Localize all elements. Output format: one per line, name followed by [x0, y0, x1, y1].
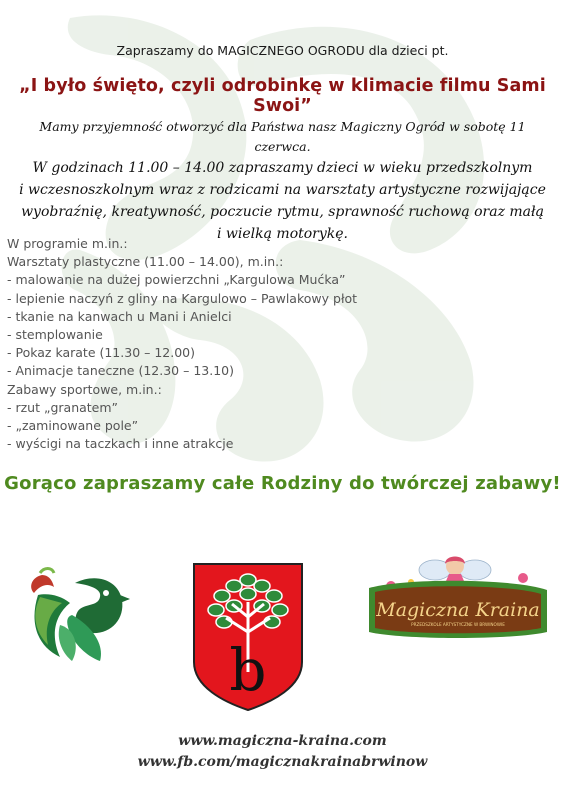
event-description	[10, 117, 555, 245]
program-item: - malowanie na dużej powierzchni „Kargulowa Mućka”	[7, 272, 346, 288]
crest-letter: b	[229, 636, 267, 704]
garden-bird-logo	[20, 565, 130, 665]
program-item: - Animacje taneczne (12.30 – 13.10)	[7, 363, 234, 379]
footer-links	[0, 731, 565, 773]
magiczna-kraina-logo	[363, 548, 551, 646]
program-item: Warsztaty plastyczne (11.00 – 14.00), m.in.:	[7, 254, 284, 270]
program-list	[7, 235, 427, 453]
program-item: - lepienie naczyń z gliny na Kargulowo – Pawlakowy płot	[7, 290, 358, 306]
program-item: - wyścigi na taczkach i inne atrakcje	[7, 436, 234, 452]
brwinow-coat-of-arms	[192, 562, 304, 712]
program-heading: W programie m.in.:	[7, 236, 128, 251]
program-item: - stemplowanie	[7, 327, 103, 343]
program-item: Zabawy sportowe, m.in.:	[7, 381, 162, 397]
facebook-link[interactable]: www.fb.com/magicznakrainabrwinow	[137, 754, 428, 770]
event-title: „I było święto, czyli odrobinkę w klimacie filmu Sami Swoi”	[19, 76, 546, 116]
program-item: - „zaminowane pole”	[7, 418, 139, 434]
description-line: W godzinach 11.00 – 14.00 zapraszamy dzieci w wieku przedszkolnym	[32, 160, 533, 176]
intro-text: Zapraszamy do MAGICZNEGO OGRODU dla dzieci pt.	[116, 43, 449, 58]
description-line: i wielką motorykę.	[216, 226, 348, 242]
program-item: - Pokaz karate (11.30 – 12.00)	[7, 345, 196, 361]
program-item: - rzut „granatem”	[7, 399, 119, 415]
description-line: wyobraźnię, kreatywność, poczucie rytmu, sprawność ruchową oraz małą	[21, 204, 544, 220]
description-line: Mamy przyjemność otworzyć dla Państwa nasz Magiczny Ogród w sobotę 11 czerwca.	[39, 119, 526, 154]
description-line: i wczesnoszkolnym wraz z rodzicami na warsztaty artystyczne rozwijające	[19, 182, 546, 198]
partner-name: Magiczna Kraina	[376, 599, 540, 621]
website-link[interactable]: www.magiczna-kraina.com	[178, 733, 387, 749]
partner-tagline: PRZEDSZKOLE ARTYSTYCZNE W BRWINOWIE	[411, 622, 505, 627]
program-item: - tkanie na kanwach u Mani i Anielci	[7, 308, 232, 324]
closing-invitation: Gorąco zapraszamy całe Rodziny do twórczej zabawy!	[4, 473, 561, 494]
